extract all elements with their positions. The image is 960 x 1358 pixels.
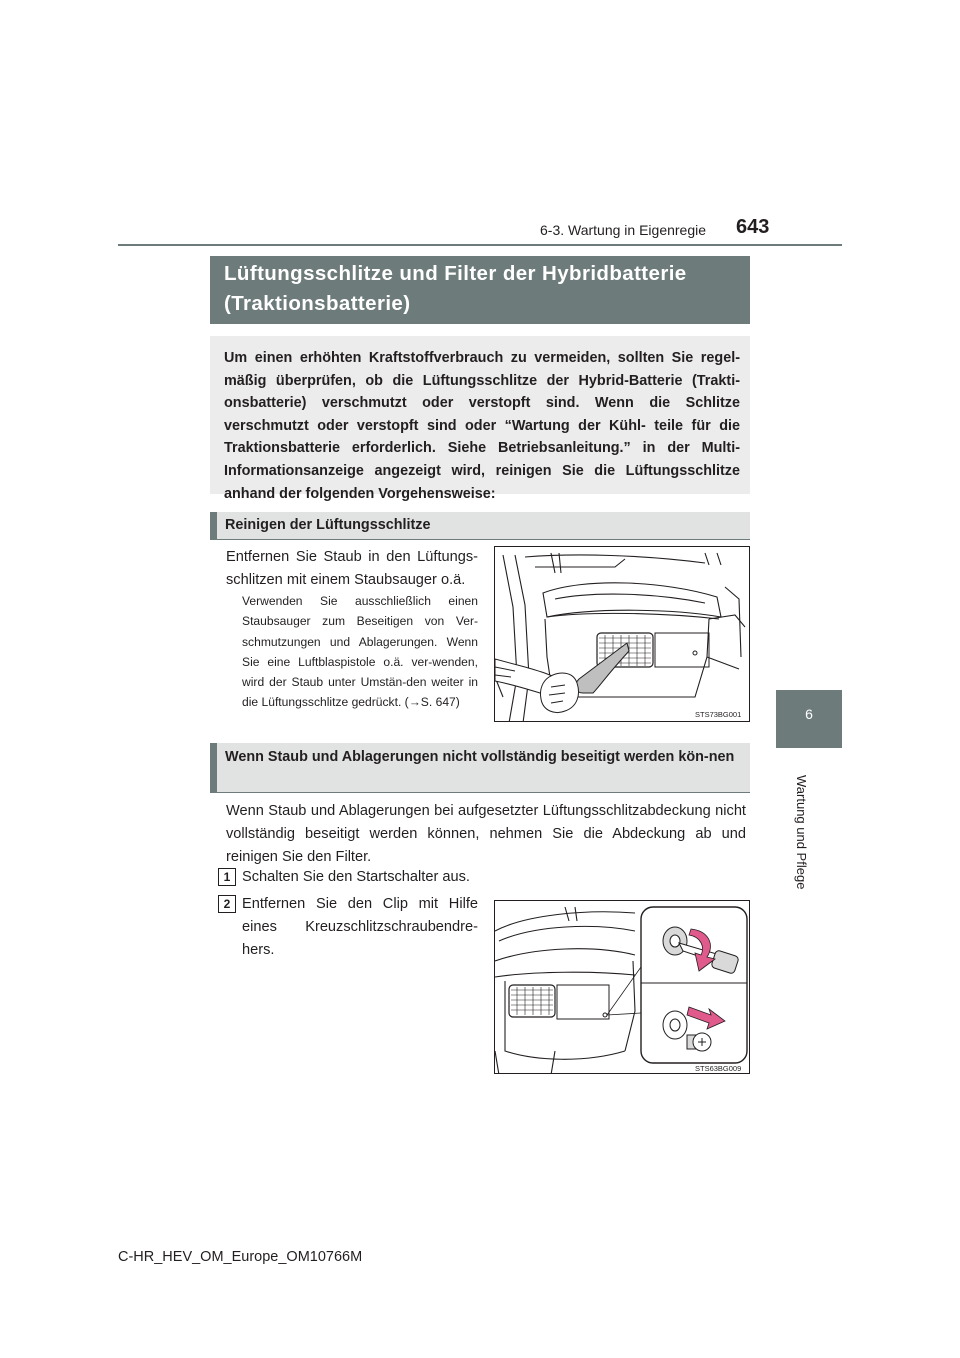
step-text-2: Entfernen Sie den Clip mit Hilfe eines Kreuzschlitzschraubendre-hers. [242,896,478,958]
header-rule [118,244,842,246]
clip-removal-illustration [494,900,750,1074]
vacuum-drawing [495,547,750,722]
page-title [210,256,750,324]
chapter-title: Wartung und Pflege [794,775,809,890]
clip-icon [687,1033,711,1051]
intro-text: Um einen erhöhten Kraftstoffverbrauch zu vermeiden, sollten Sie regel-mäßig überprüfen, ob die Lüftungsschlitze der Hybrid-Batterie (Trakti-onsbatterie) verschmutzt oder verstopft sind. Wenn die Schlitze verschmutzt oder verstopft sind oder “Wartung der Kühl- teile für die Traktionsbatterie erforderlich. Siehe Betriebsanleitung.” in der Multi-Informationsanzeige angezeigt wird, reinigen Sie die Lüftungsschlitze anhand der folgenden Vorgehensweise: [210,336,750,494]
step-number-1: 1 [218,868,236,886]
filter-cleaning-intro: Wenn Staub und Ablagerungen bei aufgesetzter Lüftungsschlitzabdeckung nicht vollständig beseitigt werden können, nehmen Sie die Abdeckung ab und reinigen Sie den Filter. [226,803,746,865]
section-heading-incomplete-removal: Wenn Staub und Ablagerungen nicht vollständig beseitigt werden kön-nen [210,743,750,793]
detail-inset [641,907,747,1063]
figure-code-2: STS63BG009 [695,1064,742,1073]
section-reference: 6-3. Wartung in Eigenregie [540,222,707,238]
step-number-2: 2 [218,895,236,913]
cleaning-instruction: Entfernen Sie Staub in den Lüftungs-schlitzen mit einem Staubsauger o.ä. [226,549,478,588]
figure-code-1: STS73BG001 [695,710,742,719]
step-text-1: Schalten Sie den Startschalter aus. [242,869,470,885]
page-number: 643 [736,216,770,238]
cleaning-note: Verwenden Sie ausschließlich einen Staubsauger zum Beseitigen von Ver-schmutzungen und Ablagerungen. Wenn Sie eine Luftblaspistole o.ä. ver-wenden, wird der Staub unter Umstän-den weiter in die Lüftungsschlitze gedrückt. (→S. 647) [242,594,478,710]
page-title-line1: Lüftungsschlitze und Filter der Hybridbatterie [224,262,687,285]
section-heading-cleaning: Reinigen der Lüftungsschlitze [210,512,750,540]
page-title-line2: (Traktionsbatterie) [224,292,411,315]
vent-grille [509,985,609,1019]
chapter-number: 6 [805,706,813,722]
clip-removal-drawing [495,901,750,1074]
vacuum-illustration [494,546,750,722]
document-footer: C-HR_HEV_OM_Europe_OM10766M [118,1249,363,1265]
